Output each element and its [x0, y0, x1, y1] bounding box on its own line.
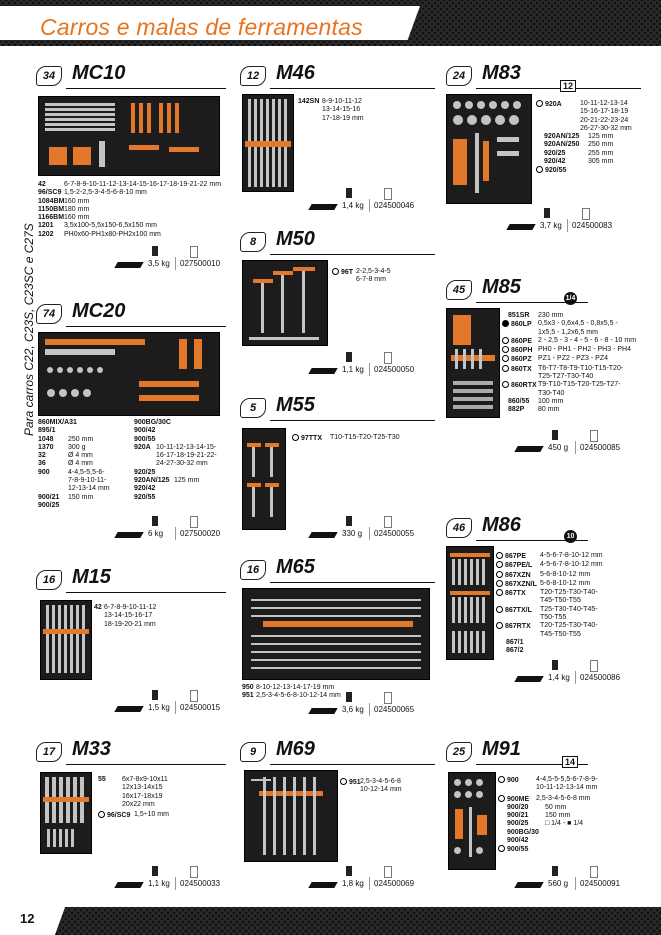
product-mc20 — [36, 300, 226, 544]
tool-tray-image — [446, 546, 494, 660]
weight-code-row — [116, 516, 256, 542]
quantity-badge: 46 — [446, 518, 472, 538]
spec-row: 860PH PH0 - PH1 - PH2 - PH3 - PH4 — [502, 346, 654, 355]
product-code: 024500015 — [180, 703, 221, 712]
product-code: 027500010 — [180, 259, 221, 268]
spec-row: 860LP 0,5x3 - 0,6x4,5 - 0,8x5,5 - 1x5,5 - 1,2x6,5 mm — [502, 320, 654, 337]
spec-list — [340, 778, 438, 795]
spec-row: 920/42 — [134, 485, 156, 493]
circle-symbol-icon — [98, 811, 105, 818]
code-icon — [384, 516, 392, 528]
spec-row: 920/55 — [134, 493, 156, 501]
tool-tray-image — [38, 332, 220, 416]
weight-value: 1,4 kg — [342, 201, 364, 210]
weight-value: 1,1 kg — [148, 879, 170, 888]
weight-code-row — [508, 208, 658, 234]
spec-row: 900/55 — [134, 435, 156, 443]
spec-row: 867/2 — [506, 647, 524, 655]
drive-size-badge: 10 — [564, 530, 577, 543]
page-header — [0, 0, 661, 46]
quantity-badge: 12 — [240, 66, 266, 86]
product-code: 027500020 — [180, 529, 221, 538]
spec-row: 900ME 2,5-3-4-5-6-8 mm — [498, 795, 654, 804]
half-circle-symbol-icon — [502, 320, 509, 327]
spec-row: 860/55 100 mm — [508, 397, 564, 405]
circle-symbol-icon — [292, 434, 299, 441]
spec-row: 32 Ø 4 mm — [38, 452, 93, 460]
spec-row: 1201 3,5x100-5,5x150-6,5x150 mm — [38, 222, 157, 230]
code-icon — [384, 692, 392, 704]
model-name: M46 — [276, 62, 315, 84]
spec-row: 97TTX T10-T15-T20-T25-T30 — [292, 434, 432, 443]
quantity-badge: 74 — [36, 304, 62, 324]
weight-code-row — [310, 188, 450, 214]
spec-row: 895/1 — [38, 427, 56, 435]
spec-row: 882P 80 mm — [508, 406, 560, 414]
spec-list-right — [134, 419, 230, 502]
code-icon — [190, 246, 198, 258]
spec-list — [332, 268, 432, 285]
weight-value: 6 kg — [148, 529, 164, 538]
spec-row: 867RTX T20-T25-T30-T40- T45-T50-T55 — [496, 622, 654, 639]
tool-tray-image — [40, 600, 92, 680]
quantity-badge: 9 — [240, 742, 266, 762]
spec-row: 96/SC9 1,5-2-2,5-3-4-5-6-8-10 mm — [38, 189, 147, 197]
weight-icon — [346, 516, 352, 526]
drive-size-badge: 1/4 — [564, 292, 577, 305]
code-icon — [582, 208, 590, 220]
side-note: Para carros C22, C23S, C23SC e C27S — [22, 223, 36, 436]
spec-row: 867PE 4-5-6-7-8-10-12 mm — [496, 552, 654, 561]
quantity-badge: 17 — [36, 742, 62, 762]
spec-row: 42 6-7-8-9-10-11-12 13-14-15-16-17 18-19-20-21 mm — [94, 604, 157, 628]
weight-icon — [346, 866, 352, 876]
product-m69 — [240, 738, 440, 892]
circle-symbol-icon — [498, 776, 505, 783]
weight-value: 450 g — [548, 443, 569, 452]
weight-value: 3,7 kg — [540, 221, 562, 230]
product-code: 024500033 — [180, 879, 221, 888]
weight-value: 1,5 kg — [148, 703, 170, 712]
drive-size-badge: 14 — [562, 756, 578, 768]
spec-row: 951 2,5-3-4-5-6-8-10-12-14 mm — [242, 692, 341, 700]
weight-code-row — [310, 692, 450, 718]
spec-row: 920AN/125 125 mm — [544, 133, 614, 141]
spec-row: 860MIX/A31 — [38, 419, 77, 426]
spec-row: 860RTX T9-T10-T15-T20-T25-T27- T30-T40 — [502, 381, 654, 398]
tool-tray-image — [38, 96, 220, 176]
product-m91 — [446, 738, 656, 892]
spec-row: 920A 10-11-12-13-14-15- 16-17-18-19-21-22- 24-27-30-32 mm — [134, 443, 217, 468]
product-code: 024500086 — [580, 673, 621, 682]
tool-tray-image — [242, 428, 286, 530]
product-code: 024500085 — [580, 443, 621, 452]
circle-symbol-icon — [496, 552, 503, 559]
torx-tamper-symbol-icon — [502, 381, 509, 388]
weight-code-row — [516, 866, 656, 892]
weight-value: 1,1 kg — [342, 365, 364, 374]
weight-code-row — [310, 352, 450, 378]
model-name: M33 — [72, 738, 111, 760]
circle-symbol-icon — [332, 268, 339, 275]
spec-row: 900BG/30 — [507, 828, 539, 836]
product-code: 024500083 — [572, 221, 613, 230]
product-code: 024500069 — [374, 879, 415, 888]
circle-symbol-icon — [498, 795, 505, 802]
spec-row: 950 8-10-12-13-14-17-19 mm — [242, 684, 335, 691]
spec-row: 96T 2-2,5-3-4-5 6-7-8 mm — [332, 268, 432, 285]
phillips-symbol-icon — [502, 346, 509, 353]
product-m15 — [36, 566, 226, 720]
tool-tray-image — [446, 308, 500, 418]
weight-code-row — [116, 246, 256, 272]
spec-row: 900 4-4,5-5,5-6- 7-8-9-10-11- 12-13-14 mm — [38, 468, 110, 493]
model-name: M91 — [482, 738, 521, 760]
code-icon — [590, 866, 598, 878]
torx-symbol-icon — [502, 365, 509, 372]
spec-row: 900/21 150 mm — [38, 493, 94, 501]
model-name: M65 — [276, 556, 315, 578]
weight-code-row — [516, 660, 656, 686]
spec-row: 920/42 305 mm — [544, 158, 614, 166]
weight-icon — [552, 660, 558, 670]
spec-row: 1202 PH0x60-PH1x80-PH2x100 mm — [38, 230, 161, 238]
model-name: M15 — [72, 566, 111, 588]
code-icon — [190, 690, 198, 702]
spec-row: 1166BM 160 mm — [38, 214, 90, 222]
weight-icon — [346, 188, 352, 198]
spec-row: 920A 10-11-12-13-14 15-16-17-18-19 20-21-22-23-24 26-27-30-32 mm — [536, 100, 656, 133]
weight-icon — [152, 866, 158, 876]
model-name: M83 — [482, 62, 521, 84]
weight-code-row — [116, 866, 256, 892]
product-m33 — [36, 738, 226, 892]
pozidriv-symbol-icon — [502, 355, 509, 362]
weight-icon — [552, 866, 558, 876]
quantity-badge: 5 — [240, 398, 266, 418]
product-m83 — [446, 62, 656, 236]
weight-icon — [152, 246, 158, 256]
weight-value: 3,5 kg — [148, 259, 170, 268]
spec-row: 851SR 230 mm — [508, 312, 564, 319]
spec-row: 900/42 — [134, 427, 156, 435]
spec-row: 900BG/30C — [134, 419, 171, 426]
spec-row: 42 6-7-8-9-10-11-12-13-14-15-16-17-18-19-21-22 mm — [38, 181, 222, 188]
product-code: 024500091 — [580, 879, 621, 888]
spec-row: 920AN/250 250 mm — [544, 141, 614, 149]
quantity-badge: 34 — [36, 66, 62, 86]
spec-list — [298, 98, 428, 123]
model-name: MC20 — [72, 300, 126, 322]
spec-row: 867XZN 5-6-8-10-12 mm — [496, 571, 654, 580]
quantity-badge: 25 — [446, 742, 472, 762]
torx-symbol-icon — [496, 606, 503, 613]
product-code: 024500046 — [374, 201, 415, 210]
weight-value: 3,6 kg — [342, 705, 364, 714]
spec-row: 867XZN/L 5-6-8-10-12 mm — [496, 580, 654, 589]
spec-row: 1150BM 180 mm — [38, 205, 90, 213]
spec-row: 96/SC9 1,5÷10 mm — [98, 811, 226, 820]
circle-symbol-icon — [496, 580, 503, 587]
model-name: M85 — [482, 276, 521, 298]
spec-list-left — [38, 419, 138, 510]
quantity-badge: 16 — [240, 560, 266, 580]
spec-row: 900/25 — [38, 501, 60, 509]
page-footer — [0, 907, 661, 935]
spec-list — [38, 181, 228, 239]
product-code: 024500050 — [374, 365, 415, 374]
quantity-badge: 8 — [240, 232, 266, 252]
quantity-badge: 24 — [446, 66, 472, 86]
model-name: M55 — [276, 394, 315, 416]
quantity-badge: 45 — [446, 280, 472, 300]
code-icon — [590, 430, 598, 442]
weight-code-row — [310, 866, 450, 892]
spec-row: 920/25 255 mm — [544, 149, 614, 157]
weight-icon — [152, 690, 158, 700]
circle-symbol-icon — [496, 571, 503, 578]
weight-icon — [346, 692, 352, 702]
page-title: Carros e malas de ferramentas — [40, 14, 363, 40]
weight-code-row — [116, 690, 256, 716]
weight-value: 1,4 kg — [548, 673, 570, 682]
weight-value: 560 g — [548, 879, 569, 888]
product-m85 — [446, 276, 656, 480]
spec-row: 860PE 2 - 2,5 - 3 - 4 - 5 - 6 - 8 - 10 mm — [502, 337, 654, 346]
spec-row: 900/25 □ 1/4 - ■ 1/4 — [507, 820, 584, 828]
spec-row: 867PE/L 4-5-6-7-8-10-12 mm — [496, 561, 654, 570]
weight-icon — [544, 208, 550, 218]
weight-icon — [152, 516, 158, 526]
weight-value: 1,8 kg — [342, 879, 364, 888]
spec-row: 36 Ø 4 mm — [38, 460, 93, 468]
spec-list — [502, 312, 654, 415]
model-name: MC10 — [72, 62, 126, 84]
spec-row: 920AN/125 125 mm — [134, 477, 200, 485]
tool-tray-image — [244, 770, 338, 862]
spec-row: 860TX T6-T7-T8-T9-T10-T15-T20- T25-T27-T30-T40 — [502, 365, 654, 382]
quantity-badge: 16 — [36, 570, 62, 590]
tool-tray-image — [40, 772, 92, 854]
spec-row: 900/42 — [507, 837, 529, 845]
tool-tray-image — [242, 588, 430, 680]
tool-tray-image — [446, 94, 532, 204]
product-m65 — [240, 556, 440, 720]
model-name: M86 — [482, 514, 521, 536]
spec-list — [536, 100, 656, 176]
tool-tray-image — [448, 772, 496, 870]
spec-list — [292, 434, 432, 443]
spec-row: 860PZ PZ1 - PZ2 - PZ3 - PZ4 — [502, 355, 654, 364]
spec-row: 920/25 — [134, 468, 156, 476]
drive-size-badge: 12 — [560, 80, 576, 92]
spec-row: 900/55 — [498, 845, 654, 854]
code-icon — [384, 352, 392, 364]
product-m55 — [240, 394, 440, 548]
model-name: M50 — [276, 228, 315, 250]
product-m86 — [446, 514, 656, 698]
product-mc10 — [36, 62, 226, 276]
torx-symbol-icon — [496, 589, 503, 596]
circle-symbol-icon — [502, 337, 509, 344]
spec-row: 900/20 50 mm — [507, 803, 567, 811]
spec-row: 951 2,5-3-4-5-6-8 10-12-14 mm — [340, 778, 438, 795]
spec-row: 900 4-4,5-5-5,5-6-7-8-9- 10-11-12-13-14 mm — [498, 776, 654, 793]
spec-row: 867/1 — [506, 638, 524, 646]
tool-tray-image — [242, 94, 294, 192]
weight-icon — [552, 430, 558, 440]
spec-row: 920/55 — [536, 166, 656, 175]
model-name: M69 — [276, 738, 315, 760]
code-icon — [384, 188, 392, 200]
spec-row: 142SN 8-9-10-11-12 13-14-15-16 17-18-19 mm — [298, 98, 364, 122]
spec-list — [98, 776, 226, 820]
weight-code-row — [310, 516, 450, 542]
circle-symbol-icon — [536, 166, 543, 173]
product-code: 024500065 — [374, 705, 415, 714]
page-number: 12 — [20, 911, 35, 926]
code-icon — [190, 866, 198, 878]
spec-list — [94, 604, 214, 629]
torx-tamper-symbol-icon — [496, 622, 503, 629]
circle-symbol-icon — [536, 100, 543, 107]
circle-symbol-icon — [340, 778, 347, 785]
code-icon — [384, 866, 392, 878]
spec-row: 867TX T20-T25-T30-T40- T45-T50-T55 — [496, 589, 654, 606]
code-icon — [590, 660, 598, 672]
spec-row: 900/21 150 mm — [507, 812, 571, 820]
spec-row: 1048 250 mm — [38, 435, 94, 443]
weight-value: 330 g — [342, 529, 363, 538]
circle-symbol-icon — [498, 845, 505, 852]
spec-row: 1370 300 g — [38, 443, 86, 451]
weight-icon — [346, 352, 352, 362]
tool-tray-image — [242, 260, 328, 346]
spec-list — [498, 776, 654, 855]
product-m46 — [240, 62, 440, 216]
spec-row: 1084BM 160 mm — [38, 197, 90, 205]
circle-symbol-icon — [496, 561, 503, 568]
spec-list — [496, 552, 654, 656]
weight-code-row — [516, 430, 656, 456]
spec-row: 867TX/L T25-T30-T40-T45- T50-T55 — [496, 606, 654, 623]
spec-row: 55 6x7-8x9-10x11 12x13-14x15 16x17-18x19 20x22 mm — [98, 776, 168, 808]
product-code: 024500055 — [374, 529, 415, 538]
product-m50 — [240, 228, 440, 382]
code-icon — [190, 516, 198, 528]
